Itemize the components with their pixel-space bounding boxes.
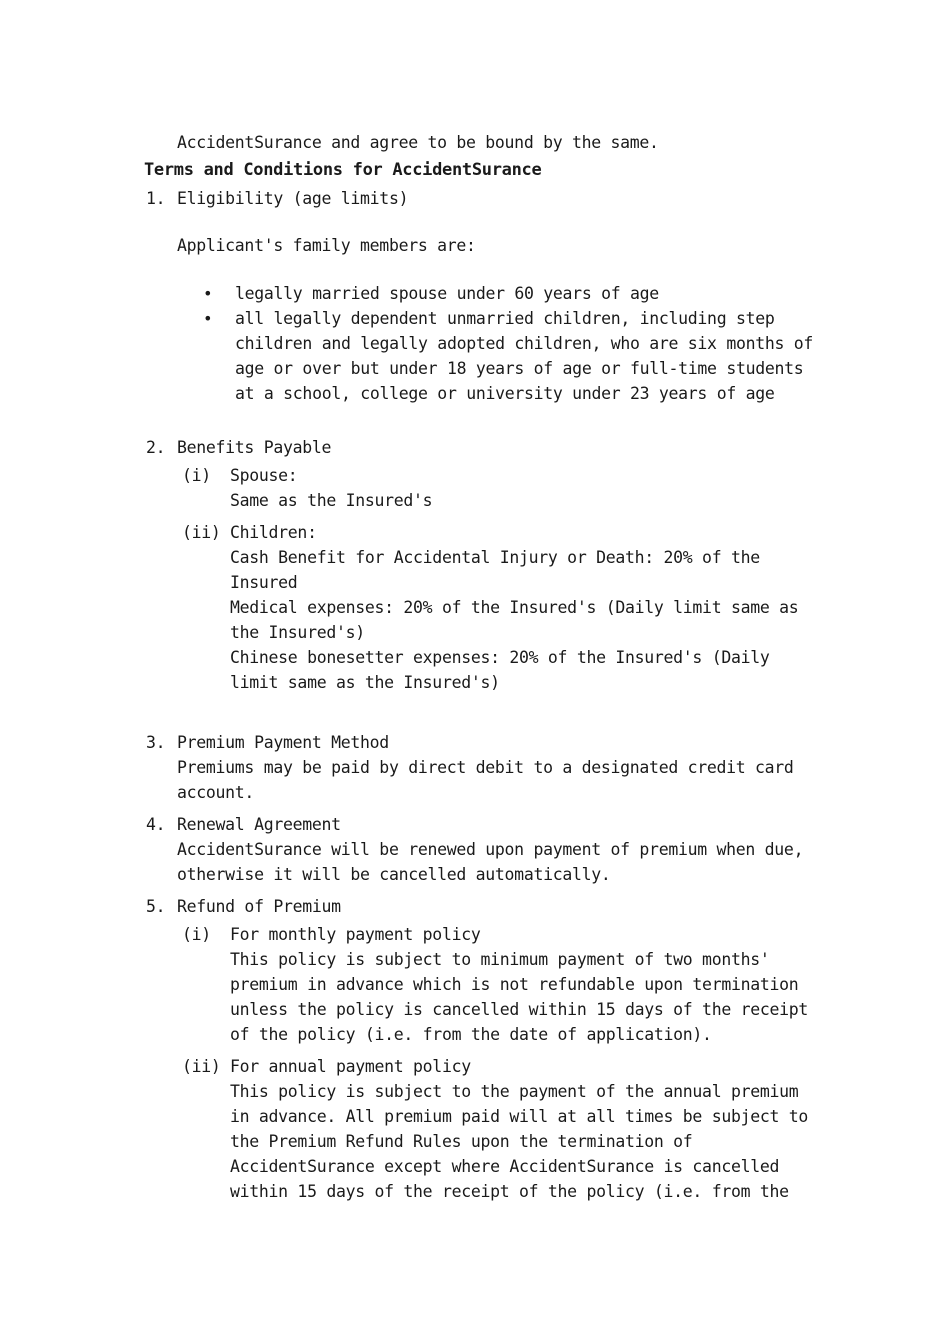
section-5-item-2-line-4: AccidentSurance except where AccidentSurance is cancelled [230, 1157, 780, 1176]
section-5-item-2-line-1: This policy is subject to the payment of the annual premium [230, 1082, 799, 1101]
section-3-line-1: Premiums may be paid by direct debit to a designated credit card [177, 758, 794, 777]
section-2-item-2-line-1: Cash Benefit for Accidental Injury or Death: 20% of the [230, 548, 760, 567]
section-5-number: 5. [146, 897, 166, 916]
bullet-2-line-1: all legally dependent unmarried children, including step [235, 309, 775, 328]
section-4-number: 4. [146, 815, 166, 834]
section-2-item-2-label: Children: [230, 523, 317, 542]
bullet-marker-2: • [203, 309, 213, 328]
section-4-title: Renewal Agreement [177, 815, 341, 834]
section-5-title: Refund of Premium [177, 897, 341, 916]
bullet-2-line-2: children and legally adopted children, who are six months of [235, 334, 814, 353]
section-2-item-2-line-5: Chinese bonesetter expenses: 20% of the Insured's (Daily [230, 648, 770, 667]
intro-line: AccidentSurance and agree to be bound by the same. [177, 133, 659, 152]
page-heading: Terms and Conditions for AccidentSurance [144, 160, 542, 180]
bullet-2-line-4: at a school, college or university under 23 years of age [235, 384, 775, 403]
section-5-item-1-line-3: unless the policy is cancelled within 15 days of the receipt [230, 1000, 809, 1019]
section-3-title: Premium Payment Method [177, 733, 389, 752]
bullet-2-line-3: age or over but under 18 years of age or full-time students [235, 359, 804, 378]
section-2-number: 2. [146, 438, 166, 457]
section-5-item-1-line-4: of the policy (i.e. from the date of application). [230, 1025, 712, 1044]
section-5-item-1-line-2: premium in advance which is not refundable upon termination [230, 975, 799, 994]
section-5-item-2-line-5: within 15 days of the receipt of the policy (i.e. from the [230, 1182, 789, 1201]
section-2-item-2-num: (ii) [182, 523, 221, 542]
section-5-item-2-num: (ii) [182, 1057, 221, 1076]
section-3-line-2: account. [177, 783, 255, 802]
bullet-marker-1: • [203, 284, 213, 303]
section-4-line-2: otherwise it will be cancelled automatically. [177, 865, 611, 884]
section-4-line-1: AccidentSurance will be renewed upon payment of premium when due, [177, 840, 804, 859]
section-2-title: Benefits Payable [177, 438, 332, 457]
section-5-item-1-line-1: This policy is subject to minimum payment of two months' [230, 950, 770, 969]
section-2-item-2-line-4: the Insured's) [230, 623, 365, 642]
section-3-number: 3. [146, 733, 166, 752]
section-2-item-2-line-3: Medical expenses: 20% of the Insured's (Daily limit same as [230, 598, 799, 617]
bullet-1-line-1: legally married spouse under 60 years of age [235, 284, 659, 303]
section-5-item-2-line-3: the Premium Refund Rules upon the termination of [230, 1132, 693, 1151]
section-5-item-2-label: For annual payment policy [230, 1057, 471, 1076]
section-2-item-1-label: Spouse: [230, 466, 298, 485]
section-5-item-2-line-2: in advance. All premium paid will at all times be subject to [230, 1107, 809, 1126]
section-2-item-2-line-2: Insured [230, 573, 298, 592]
section-5-item-1-label: For monthly payment policy [230, 925, 481, 944]
section-1-intro: Applicant's family members are: [177, 236, 476, 255]
section-1-title: Eligibility (age limits) [177, 189, 409, 208]
section-1-number: 1. [146, 189, 166, 208]
section-5-item-1-num: (i) [182, 925, 211, 944]
section-2-item-1-line-1: Same as the Insured's [230, 491, 433, 510]
section-2-item-1-num: (i) [182, 466, 211, 485]
section-2-item-2-line-6: limit same as the Insured's) [230, 673, 500, 692]
